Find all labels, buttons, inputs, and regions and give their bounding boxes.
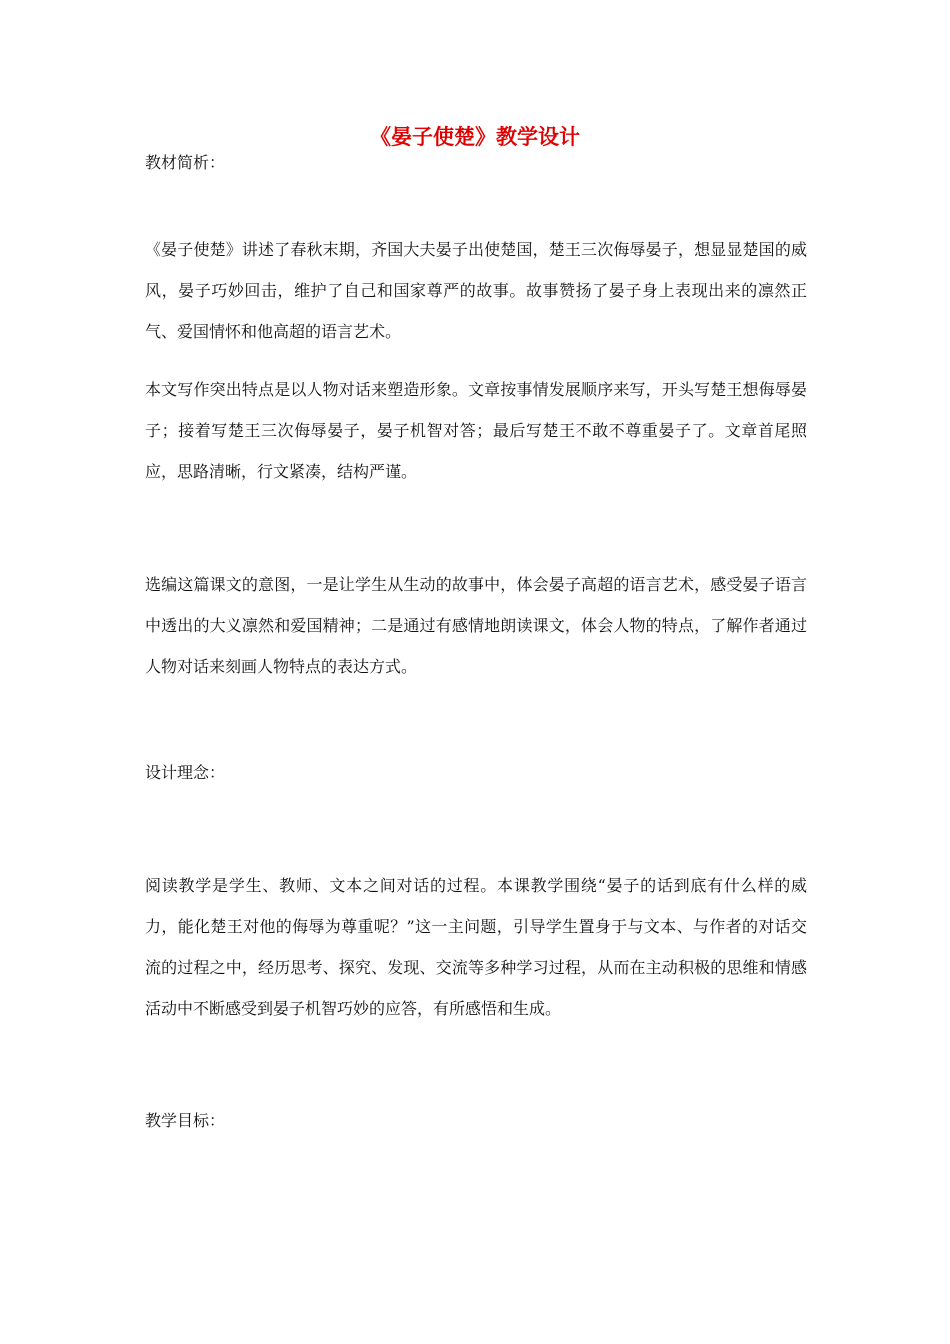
section-heading-design-concept: 设计理念： bbox=[145, 763, 226, 782]
paragraph-design-concept: 阅读教学是学生、教师、文本之间对话的过程。本课教学围绕“晏子的话到底有什么样的威力，能化楚王对他的侮辱为尊重呢？”这一主问题，引导学生置身于与文本、与作者的对话交流的过程之中，经历思考、探究、发现、交流等多种学习过程，从而在主动积极的思维和情感活动中不断感受到晏子机智巧妙的应答，有所感悟和生成。 bbox=[145, 876, 807, 1018]
document-title: 《晏子使楚》教学设计 bbox=[370, 125, 580, 149]
section-heading-teaching-goals: 教学目标： bbox=[145, 1111, 226, 1130]
paragraph-story-summary: 《晏子使楚》讲述了春秋末期，齐国大夫晏子出使楚国，楚王三次侮辱晏子，想显显楚国的威风，晏子巧妙回击，维护了自己和国家尊严的故事。故事赞扬了晏子身上表现出来的凛然正气、爱国情怀和他高超的语言艺术。 bbox=[145, 240, 807, 341]
paragraph-writing-features: 本文写作突出特点是以人物对话来塑造形象。文章按事情发展顺序来写，开头写楚王想侮辱晏子；接着写楚王三次侮辱晏子，晏子机智对答；最后写楚王不敢不尊重晏子了。文章首尾照应，思路清晰，行文紧凑，结构严谨。 bbox=[145, 380, 807, 481]
paragraph-selection-intent: 选编这篇课文的意图，一是让学生从生动的故事中，体会晏子高超的语言艺术，感受晏子语言中透出的大义凛然和爱国精神；二是通过有感情地朗读课文，体会人物的特点，了解作者通过人物对话来刻画人物特点的表达方式。 bbox=[145, 575, 807, 676]
section-heading-materials: 教材简析： bbox=[145, 153, 226, 172]
